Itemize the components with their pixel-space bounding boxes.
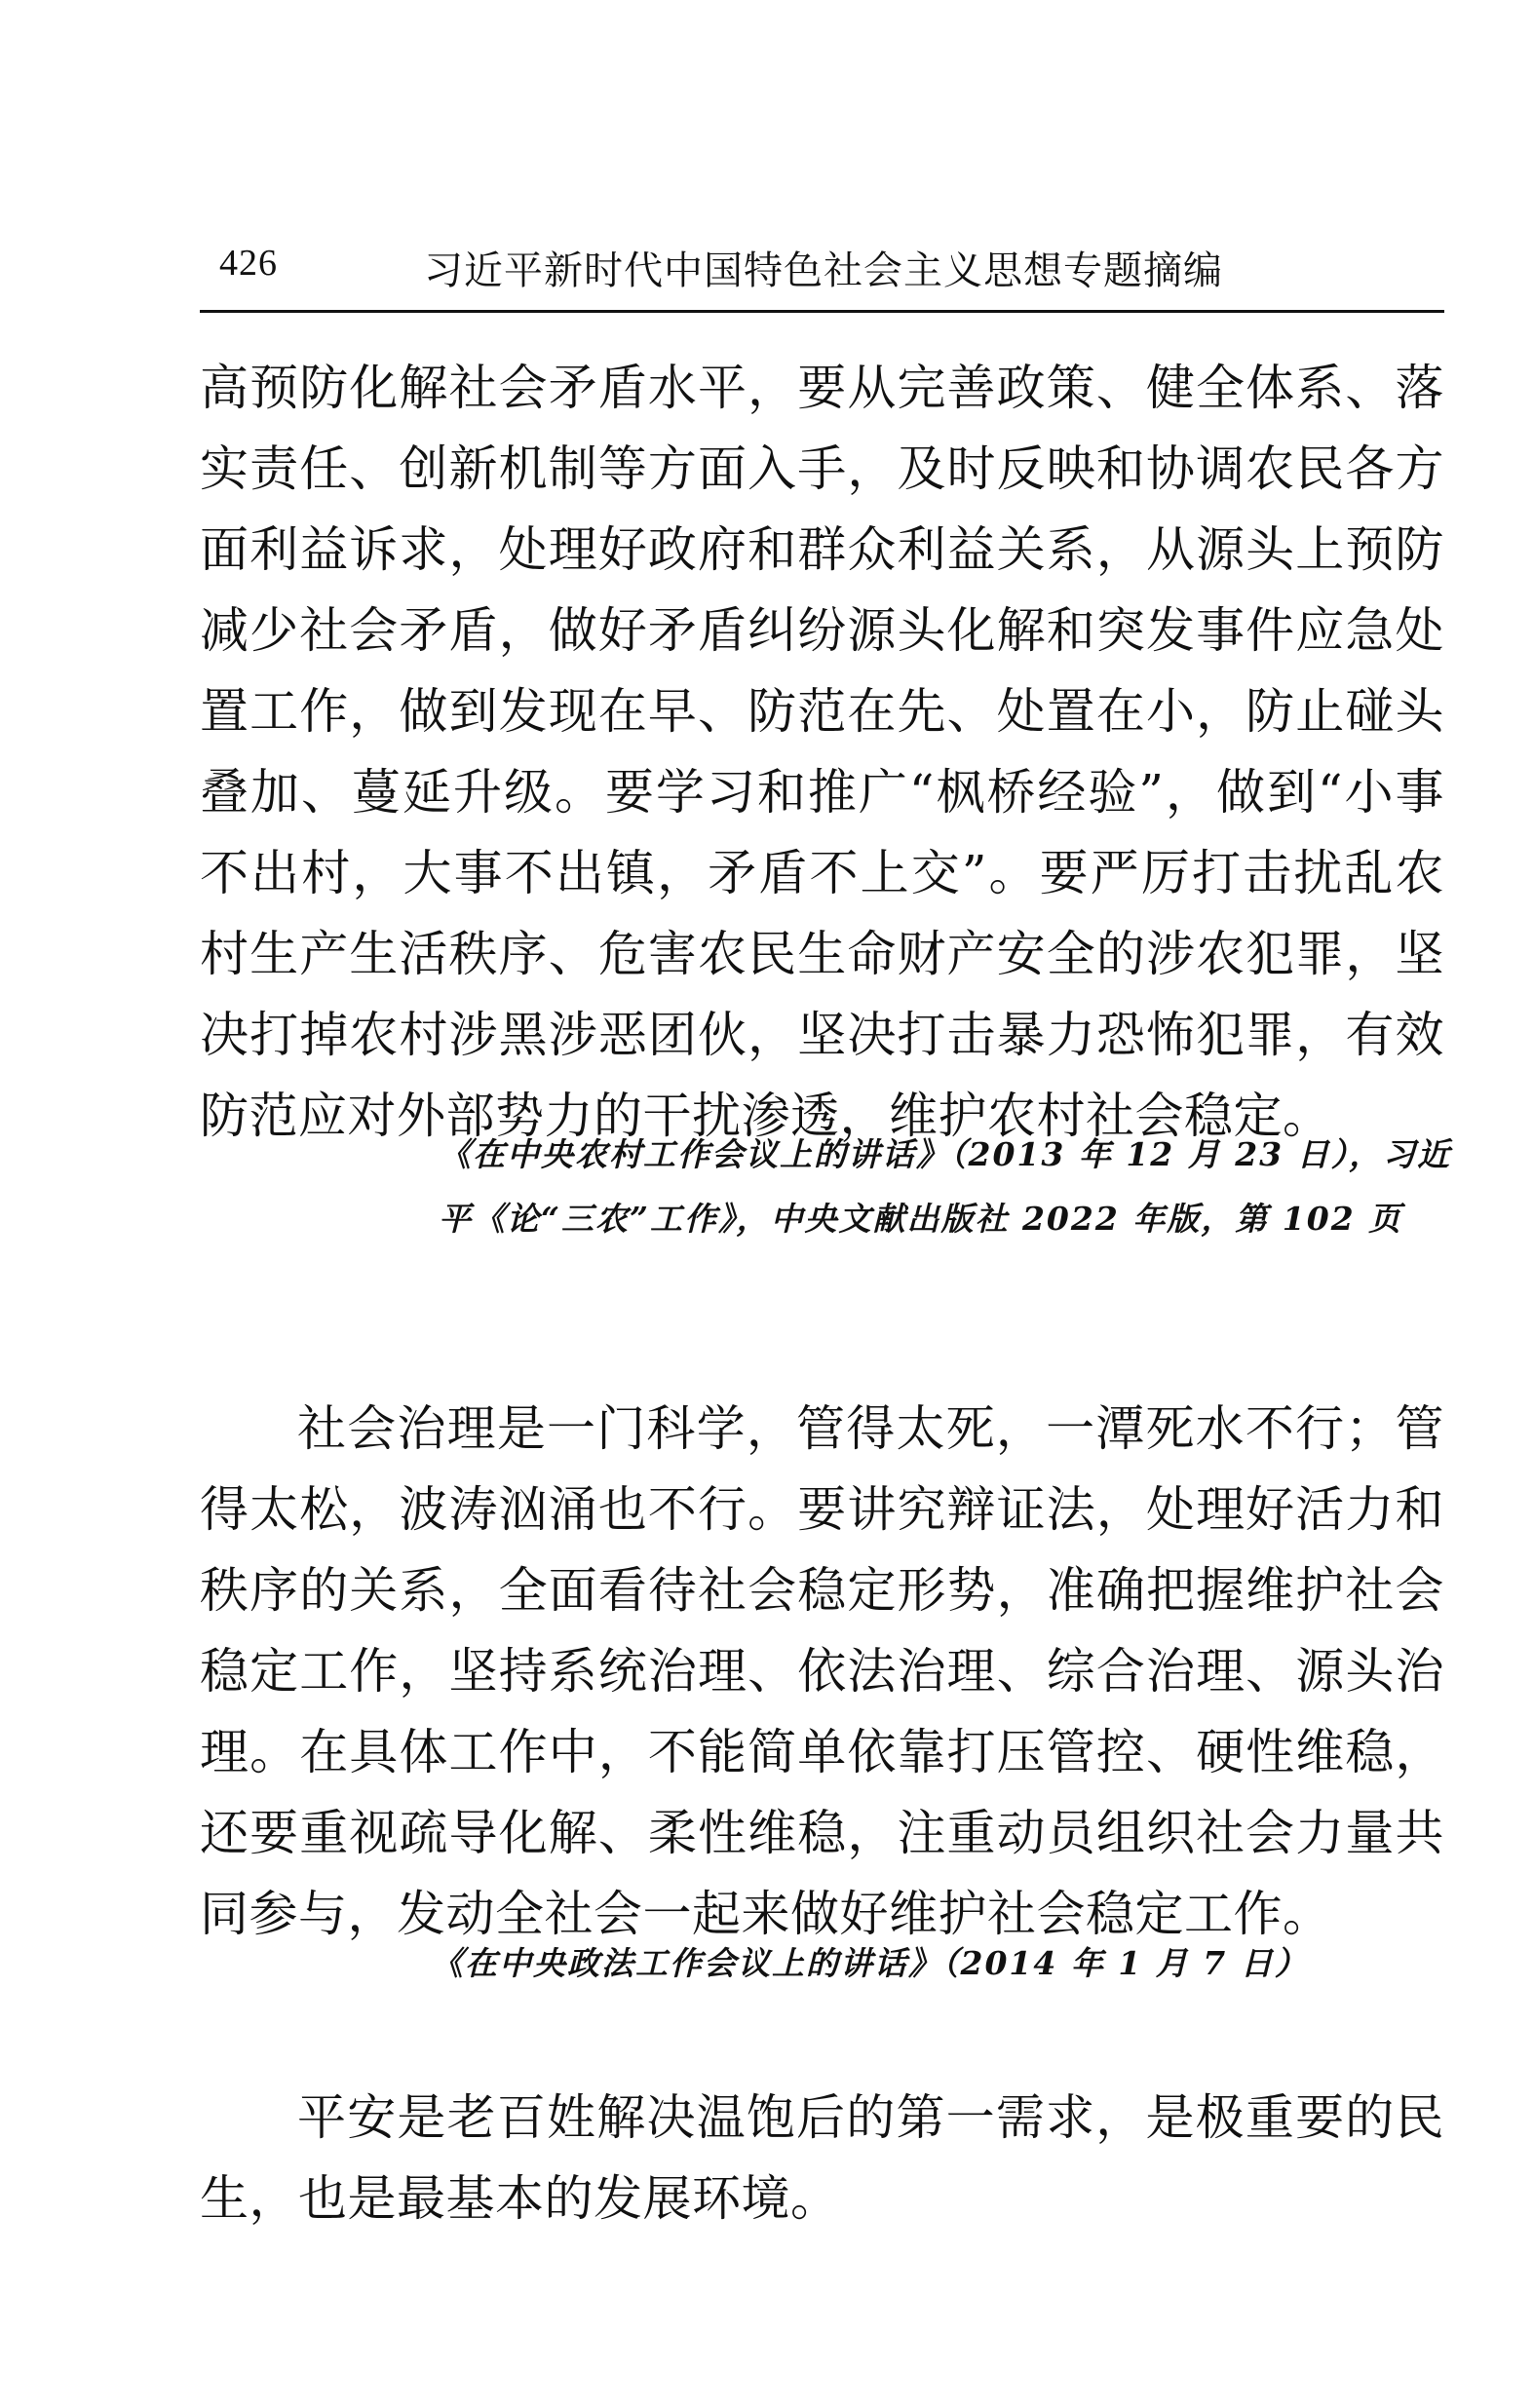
source-citation: 《在中央政法工作会议上的讲话》（2014 年 1 月 7 日） (431, 1944, 1309, 1982)
page-header (200, 234, 1444, 313)
page-number: 426 (219, 243, 278, 284)
body-paragraph: 社会治理是一门科学，管得太死，一潭死水不行；管得太松，波涛汹涌也不行。要讲究辩证法，处理好活力和秩序的关系，全面看待社会稳定形势，准确把握维护社会稳定工作，坚持系统治理、依法治理、综合治理、源头治理。在具体工作中，不能简单依靠打压管控、硬性维稳，还要重视疏导化解、柔性维稳，注重动员组织社会力量共同参与，发动全社会一起来做好维护社会稳定工作。 (200, 1400, 1444, 1942)
source-citation: 《在中央农村工作会议上的讲话》（2013 年 12 月 23 日），习近平《论“三农”工作》，中央文献出版社 2022 年版，第 102 页 (439, 1135, 1452, 1238)
body-paragraph: 平安是老百姓解决温饱后的第一需求，是极重要的民生，也是最基本的发展环境。 (200, 2089, 1444, 2227)
running-header-title: 习近平新时代中国特色社会主义思想专题摘编 (424, 248, 1223, 293)
body-paragraph: 高预防化解社会矛盾水平，要从完善政策、健全体系、落实责任、创新机制等方面入手，及时反映和协调农民各方面利益诉求，处理好政府和群众利益关系，从源头上预防减少社会矛盾，做好矛盾纠纷源头化解和突发事件应急处置工作，做到发现在早、防范在先、处置在小，防止碰头叠加、蔓延升级。要学习和推广“枫桥经验”，做到“小事不出村，大事不出镇，矛盾不上交”。要严厉打击扰乱农村生产生活秩序、危害农民生命财产安全的涉农犯罪，坚决打掉农村涉黑涉恶团伙，坚决打击暴力恐怖犯罪，有效防范应对外部势力的干扰渗透，维护农村社会稳定。 (200, 360, 1444, 1144)
